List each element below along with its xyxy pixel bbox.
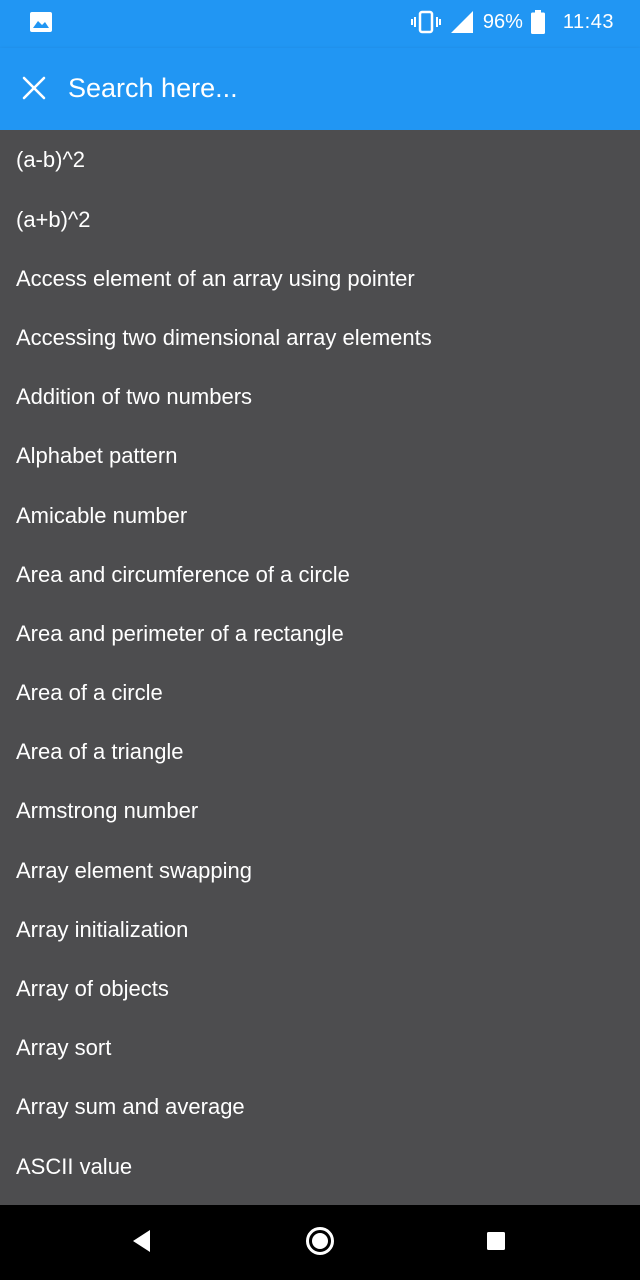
home-circle-icon: [305, 1226, 335, 1261]
list-item[interactable]: [0, 1019, 640, 1078]
list-item[interactable]: [0, 604, 640, 663]
list-item-label: Array sort: [16, 1035, 112, 1061]
list-item[interactable]: [0, 900, 640, 959]
list-item[interactable]: [0, 1137, 640, 1196]
list-item-label: Area and perimeter of a rectangle: [16, 620, 344, 646]
list-item[interactable]: [0, 427, 640, 486]
list-item-label: Addition of two numbers: [16, 384, 253, 410]
list-item-label: Area of a circle: [16, 680, 163, 706]
recents-button[interactable]: [472, 1219, 520, 1267]
list-item[interactable]: [0, 190, 640, 249]
home-button[interactable]: [296, 1219, 344, 1267]
list-item-label: (a-b)^2: [16, 147, 86, 172]
list-item[interactable]: [0, 486, 640, 545]
list-item[interactable]: [0, 545, 640, 604]
list-item[interactable]: [0, 249, 640, 308]
status-time: 11:43: [562, 10, 614, 33]
list-item-label: Area and circumference of a circle: [16, 561, 350, 587]
list-item[interactable]: [0, 130, 640, 190]
list-item-label: Access element of an array using pointer: [16, 265, 415, 291]
list-item-label: Area of a triangle: [16, 739, 184, 765]
list-item[interactable]: [0, 308, 640, 367]
back-button[interactable]: [118, 1219, 166, 1267]
list-item[interactable]: [0, 664, 640, 723]
search-input[interactable]: [68, 66, 608, 110]
list-item[interactable]: [0, 782, 640, 841]
signal-icon: [451, 11, 473, 33]
list-item-label: Array of objects: [16, 976, 169, 1002]
list-item-label: Armstrong number: [16, 798, 199, 824]
image-notification-icon: [30, 12, 52, 32]
list-item[interactable]: [0, 959, 640, 1018]
status-bar: [0, 0, 640, 48]
results-list: [0, 130, 640, 1205]
back-triangle-icon: [132, 1230, 152, 1257]
battery-icon: [531, 10, 545, 34]
list-item[interactable]: [0, 1078, 640, 1137]
list-item[interactable]: [0, 368, 640, 427]
list-item-label: Array sum and average: [16, 1094, 245, 1120]
list-item-label: (a+b)^2: [16, 206, 91, 232]
list-item-label: Array element swapping: [16, 857, 253, 883]
list-item[interactable]: [0, 841, 640, 900]
navigation-bar: [0, 1205, 640, 1280]
search-app-bar: [0, 48, 640, 130]
list-item-label: ASCII value: [16, 1153, 133, 1179]
battery-percent: 96%: [482, 10, 523, 33]
list-item-label: Alphabet pattern: [16, 443, 178, 469]
list-item-label: Accessing two dimensional array elements: [16, 324, 432, 350]
close-button[interactable]: [14, 70, 54, 110]
status-icons: [411, 0, 614, 44]
list-item[interactable]: [0, 723, 640, 782]
vibrate-icon: [411, 10, 441, 34]
list-item-label: Array initialization: [16, 916, 189, 942]
close-icon: [22, 76, 46, 105]
list-item-label: Amicable number: [16, 502, 188, 528]
recents-square-icon: [486, 1231, 506, 1256]
